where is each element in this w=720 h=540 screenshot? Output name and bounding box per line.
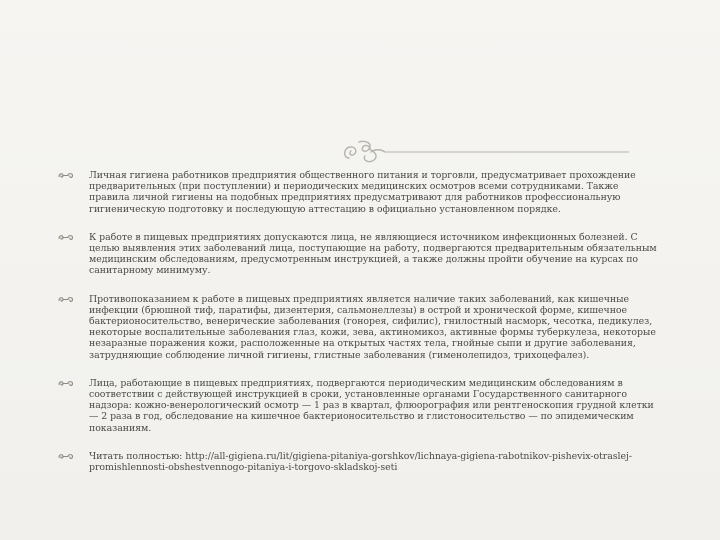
double-curl-bullet-icon (58, 295, 74, 304)
bullet-text: Противопоказанием к работе в пищевых предприятиях является наличие таких заболеваний, как кишечные инфекции (брюшной тиф, паратифы, дизентерия, сальмонеллезы) в острой и хронической форме, кишечное бактерионосительство, венерические заболевания (гонорея, сифилис), гнилостный насморк, чесотка, педикулез, некоторые воспалительные заболевания глаз, кожи, зева, актиномикоз, активные формы туберкулеза, некоторые незаразные поражения кожи, расположенные на открытых частях тела, гнойные сыпи и другие заболевания, затрудняющие соблюдение личной гигиены, глистные заболевания (гименолепидоз, трихоцефалез). (89, 293, 656, 361)
list-item (58, 451, 660, 473)
list-item (58, 378, 660, 434)
double-curl-bullet-icon (58, 171, 74, 180)
bullet-text: К работе в пищевых предприятиях допускаются лица, не являющиеся источником инфекционных болезней. С целью выявления этих заболеваний лица, поступающие на работу, подвергаются предварительным обязательным медицинским обследованиям, предусмотренным инструкцией, а также должны пройти обучение на курсах по санитарному минимуму. (89, 231, 657, 277)
read-more-link-text[interactable]: Читать полностью: http://all-gigiena.ru/lit/gigiena-pitaniya-gorshkov/lichnaya-gigiena-rabotnikov-pishevix-otraslej-promishlennosti-obshestvennogo-pitaniya-i-torgovo-skladskoj-seti (89, 450, 632, 474)
bullet-text: Личная гигиена работников предприятия общественного питания и торговли, предусматривает прохождение предварительных (при поступлении) и периодических медицинских осмотров всеми сотрудниками. Также правила личной гигиены на подобных предприятиях предусматривают для работников профессиональную гигиеническую подготовку и последующую аттестацию в официально установленном порядке. (89, 170, 636, 215)
double-curl-bullet-icon (58, 452, 74, 461)
bullet-text: Лица, работающие в пищевых предприятиях, подвергаются периодическим медицинским обследованиям в соответствии с действующей инструкцией в сроки, установленные органами Государственного санитарного надзора: кожно-венерологический осмотр — 1 раз в квартал, флюорография или рентгеноскопия грудной клетки — 2 раза в год, обследование на кишечное бактерионосительство и глистоносительство — по эпидемическим показаниям. (89, 377, 654, 434)
bullet-list (58, 170, 660, 490)
double-curl-bullet-icon (58, 379, 74, 388)
list-item (58, 170, 660, 215)
list-item (58, 294, 660, 361)
double-curl-bullet-icon (58, 233, 74, 242)
list-item (58, 232, 660, 277)
scroll-flourish-icon (341, 136, 631, 166)
